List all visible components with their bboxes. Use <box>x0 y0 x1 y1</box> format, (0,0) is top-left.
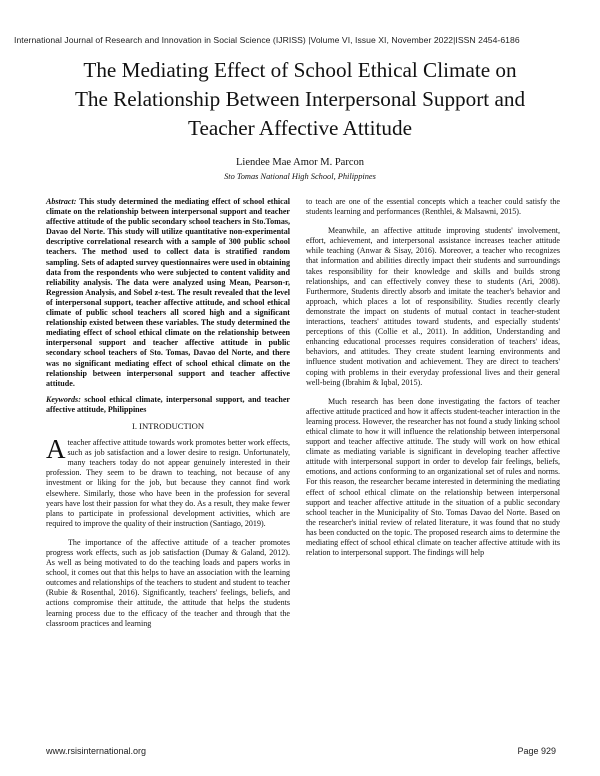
right-paragraph-2: Meanwhile, an affective attitude improving students' involvement, effort, achievement, and interpersonal assistance increases teacher attitude while teaching (Anwar & Sisay, 2016). Moreover, a teacher who recognizes that information and abilities directly impact their students and surroundings takes responsibility for their knowledge and skills and builds strong relationships, and can effectively convey these to students (Ari, 2008). Furthermore, Students directly absorb and imitate the teacher's behavior and approach, which places a lot of responsibility. Studies recently clearly demonstrate the impact on students of mutual contact in teacher-student interactions, teachers' attitudes toward students, and especially students' perceptions of this (Collie et al., 2011). In addition, Understanding and enhancing educational processes requires consideration of teachers' ideas, behaviors, and attitudes. They create student learning environments and influence student motivation and achievement. They are direct to teachers' coping with problems in their everyday professional lives and their general well-being (Ibrahim & Iqbal, 2015). <box>306 226 560 387</box>
paper-title <box>20 56 580 143</box>
keywords-label: Keywords: <box>46 394 81 404</box>
footer-url: www.rsisinternational.org <box>46 746 147 756</box>
abstract-label: Abstract: <box>46 197 77 206</box>
title-line-3: Teacher Affective Attitude <box>187 116 413 140</box>
journal-header: International Journal of Research and Innovation in Social Science (IJRISS) |Volume VI, Issue XI, November 2022|ISSN 2454-6186 <box>14 35 520 45</box>
intro-paragraph-1 <box>46 434 290 529</box>
abstract <box>46 197 290 389</box>
intro-paragraph-2: The importance of the affective attitude of a teacher promotes progress work effects, such as job satisfaction (Dumay & Galand, 2012). As well as being motivated to do the teaching loads and papers works in school, it comes out that this helps to have an association with the learning outcomes and relationships of the teachers to student and student to teacher (Rubie & Rosenthal, 2016). Significantly, teachers' feelings, beliefs, and actions compromise their attitude, the attitude that helps the students learning process due to the efficacy of the teacher and through that the classroom practices and learning <box>46 537 290 628</box>
keywords <box>46 395 290 415</box>
title-line-1: The Mediating Effect of School Ethical Climate on <box>83 58 517 82</box>
right-paragraph-3: Much research has been done investigating the factors of teacher affective attitude practiced and how it affects student-teacher interaction in the learning process. However, the researcher has not found a study linking school ethical climate to how it will influence the relationship between interpersonal support and teacher affective attitude. The study will work on how ethical climate as mediating variable is significant in developing teacher affective attitude with interpersonal support in order to develop fair feelings, beliefs, emotions, and actions conforming to an organizational set of rules and norms. For this reason, the researcher became interested in determining the mediating effect of school ethical climate on the relationship between interpersonal support and teacher affective attitude in the situation of a public secondary school teacher in the Municipality of Sto. Tomas Davao del Norte. Based on the researcher's initial review of related literature, it was found that no study has been conducted on the topic. The proposed research aims to determine the mediating effect of school ethical climate on teacher affective attitude with its relation to interpersonal support. The findings will help <box>306 396 560 558</box>
left-column <box>46 197 290 629</box>
right-paragraph-1: to teach are one of the essential concepts which a teacher could satisfy the students learning and performances (Renthlei, & Malsawni, 2015). <box>306 197 560 217</box>
intro-paragraph-1-text: teacher affective attitude towards work promotes better work effects, such as job satisfaction and a lower desire to resign. Unfortunately, many teachers today do not appear genuinely interested in their profession. They seem to be drawn to teaching, not because of any investment or liking for the job, but because they cannot find work elsewhere. Similarly, those who have been in the profession for several years have lost their passion for what they do. As a result, they make fewer plans to participate in professional development activities, which are required to improve the quality of their instruction (Santiago, 2019). <box>46 438 290 528</box>
right-column <box>306 197 560 558</box>
author-name: Liendee Mae Amor M. Parcon <box>235 157 364 168</box>
author-affiliation: Sto Tomas National High School, Philippines <box>224 172 376 181</box>
title-line-2: The Relationship Between Interpersonal Support and <box>74 87 526 111</box>
drop-cap: A <box>46 434 66 465</box>
section-heading-introduction: I. INTRODUCTION <box>131 420 205 431</box>
keywords-text: school ethical climate, interpersonal support, and teacher affective attitude, Philippines <box>46 394 290 414</box>
abstract-text: This study determined the mediating effect of school ethical climate on the relationship between interpersonal support and teacher affective attitude of the public secondary school teachers in Sto.Tomas, Davao del Norte. This study will utilize quantitative non-experimental descriptive correlational research with a sample of 300 public school teachers. The method used to collect data is stratified random sampling. Sets of adapted survey questionnaires were used in obtaining data from the respondents who were subjected to content validity and reliability analysis. The data were analyzed using Mean, Pearson-r, Regression Analysis, and Sobel z-test. The result revealed that the level of interpersonal support, teacher affective attitude, and school ethical climate of public school teachers all scored high and a significant relationship existed between these variables. The study determined the mediating effect of school ethical climate on the relationship between interpersonal support and teacher affective attitude in public secondary school teachers of Sto. Tomas, Davao del Norte, and there was no significant mediating effect of school ethical climate on the relationship between interpersonal support and teacher affective attitude. <box>46 197 290 388</box>
footer-page-number: Page 929 <box>517 746 556 756</box>
